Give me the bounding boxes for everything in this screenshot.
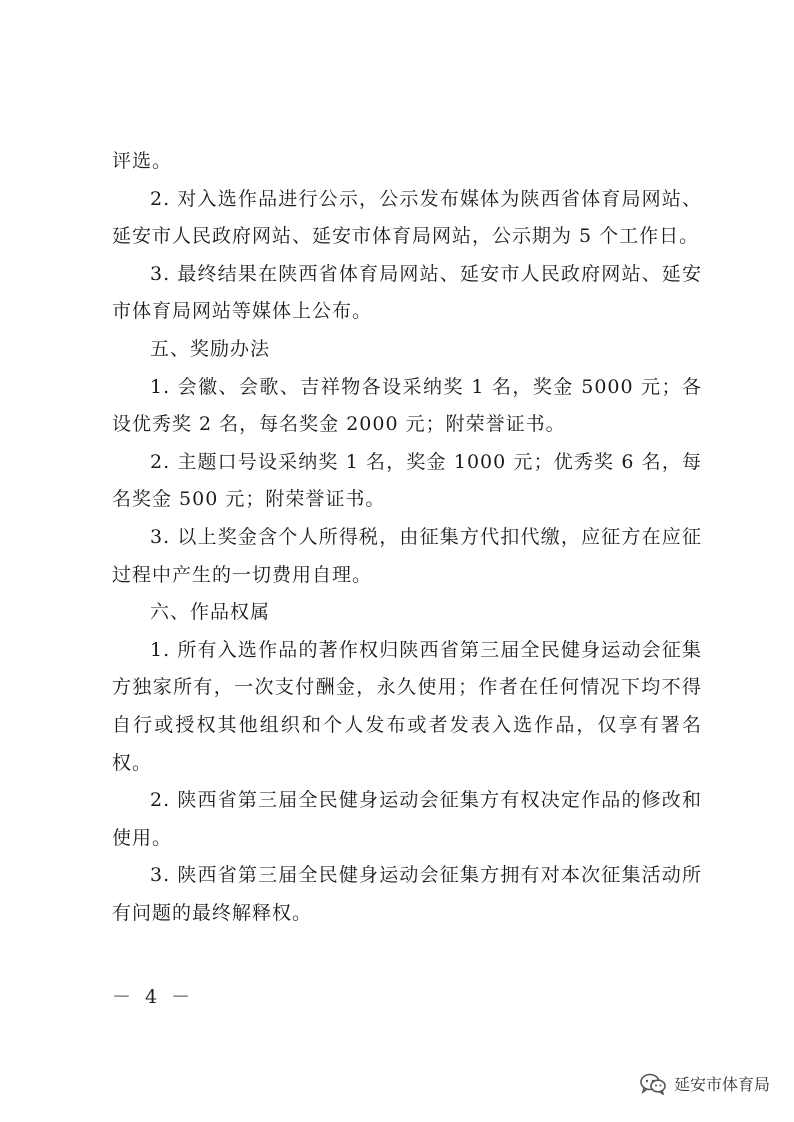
paragraph-1: 评选。: [112, 150, 173, 172]
paragraph-6: 2. 主题口号设采纳奖 1 名，奖金 1000 元；优秀奖 6 名，每名奖金 500 元；附荣誉证书。: [112, 450, 702, 511]
section-heading-ownership: 六、作品权属: [150, 601, 271, 624]
section-heading-rewards: 五、奖励办法: [150, 337, 271, 360]
page-number: － 4 －: [112, 986, 195, 1008]
wechat-watermark: [640, 1072, 770, 1095]
paragraph-10: 2. 陕西省第三届全民健身运动会征集方有权决定作品的修改和使用。: [112, 789, 702, 849]
paragraph-9: 1. 所有入选作品的著作权归陕西省第三届全民健身运动会征集方独家所有，一次支付酬金，永久使用；作者在任何情况下均不得自行或授权其他组织和个人发布或者发表入选作品，仅享有署名权。: [112, 638, 702, 774]
paragraph-3: 3. 最终结果在陕西省体育局网站、延安市人民政府网站、延安市体育局网站等媒体上公布。: [112, 262, 702, 323]
paragraph-5: 1. 会徽、会歌、吉祥物各设采纳奖 1 名，奖金 5000 元；各设优秀奖 2 名，每名奖金 2000 元；附荣誉证书。: [112, 375, 702, 436]
wechat-icon: [640, 1073, 666, 1095]
paragraph-7: 3. 以上奖金含个人所得税，由征集方代扣代缴，应征方在应征过程中产生的一切费用自理。: [112, 525, 702, 586]
paragraph-11: 3. 陕西省第三届全民健身运动会征集方拥有对本次征集活动所有问题的最终解释权。: [112, 864, 702, 924]
paragraph-2: 2. 对入选作品进行公示，公示发布媒体为陕西省体育局网站、延安市人民政府网站、延安市体育局网站，公示期为 5 个工作日。: [112, 187, 702, 248]
watermark-text: 延安市体育局: [673, 1075, 770, 1094]
document-body: [112, 143, 702, 932]
